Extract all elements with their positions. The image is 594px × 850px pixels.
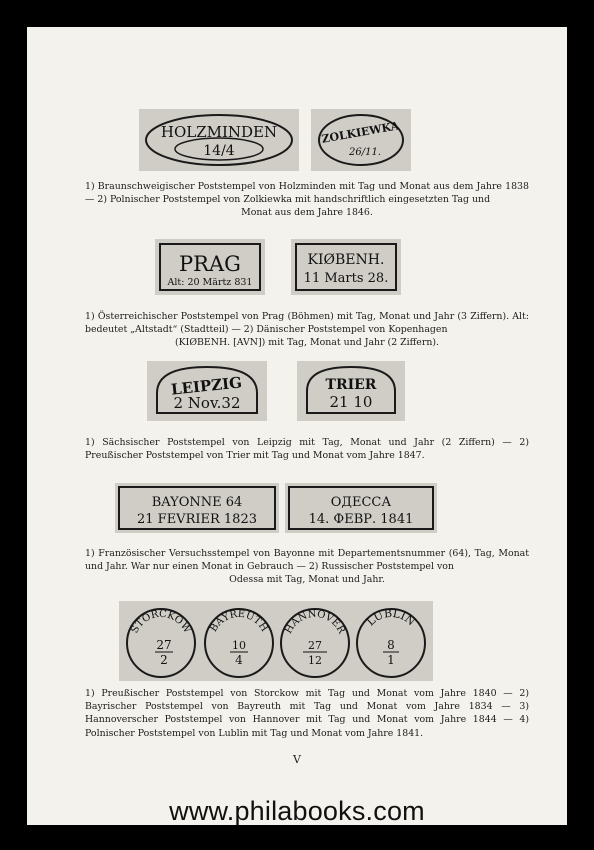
book-page (27, 27, 567, 825)
zolkiewka-stamp (311, 109, 411, 171)
leipzig-town: LEIPZIG (170, 373, 243, 399)
bayreuth-day: 10 (232, 639, 246, 652)
bayonne-stamp-svg (115, 483, 279, 533)
trier-stamp (297, 361, 405, 421)
storckow-month: 2 (160, 653, 168, 667)
kiobenh-stamp-svg (291, 239, 401, 295)
holzminden-town: HOLZMINDEN (160, 123, 278, 141)
zolkiewka-town: ZOLKIEWKA (320, 119, 401, 146)
caption-5 (85, 687, 529, 740)
holzminden-stamp-svg (139, 109, 299, 171)
caption-2 (85, 310, 529, 350)
circular-stamps-svg (119, 601, 433, 681)
lublin-stamp (357, 607, 425, 677)
kiobenh-stamp (291, 239, 401, 295)
leipzig-stamp (147, 361, 267, 421)
hannover-month: 12 (308, 654, 322, 667)
odessa-stamp-svg (285, 483, 437, 533)
page-number: V (293, 753, 301, 766)
lublin-town: LUBLIN (364, 606, 418, 629)
odessa-line1: ОДЕССА (330, 495, 392, 510)
leipzig-date: 2 Nov.32 (173, 394, 241, 412)
trier-town: TRIER (325, 377, 377, 393)
trier-date: 21 10 (329, 393, 373, 411)
bayreuth-month: 4 (235, 653, 243, 667)
trier-stamp-svg (297, 361, 405, 421)
caption-4-text: 1) Französischer Versuchsstempel von Bayonne mit Departementsnummer (64), Tag, Monat und Jahr. War nur einen Monat in Gebrauch — 2) Russischer Poststempel von (85, 548, 529, 573)
caption-5-text: 1) Preußischer Poststempel von Storckow mit Tag und Monat vom Jahre 1840 — 2) Bayrischer Poststempel von Bayreuth mit Tag und Monat vom Jahre 1834 — 3) Hannoverscher Poststempel von Hannover mit Tag und Monat vom Jahre 1844 — 4) Polnischer Poststempel von Lublin mit Tag und Monat vom Jahre 1841. (85, 688, 529, 739)
caption-1 (85, 180, 529, 220)
caption-1-text: 1) Braunschweigischer Poststempel von Holzminden mit Tag und Monat aus dem Jahre 1838 — 2) Polnischer Poststempel von Zolkiewka mit handschriftlich eingesetzten Tag und (85, 181, 529, 206)
lublin-month: 1 (387, 653, 395, 667)
prag-town: PRAG (179, 252, 241, 276)
zolkiewka-stamp-svg (311, 109, 411, 171)
svg-text:LUBLIN (364, 607, 418, 629)
bayonne-line2: 21 FEVRIER 1823 (137, 512, 257, 527)
prag-stamp-svg (155, 239, 265, 295)
caption-4 (85, 547, 529, 587)
holzminden-date: 14/4 (203, 143, 235, 159)
caption-4-end: Odessa mit Tag, Monat und Jahr. (229, 574, 385, 586)
storckow-day: 27 (156, 638, 172, 652)
leipzig-stamp-svg (147, 361, 267, 421)
kiobenh-town: KIØBENH. (307, 252, 385, 268)
website-watermark[interactable]: www.philabooks.com (169, 796, 425, 826)
caption-3-text: 1) Sächsischer Poststempel von Leipzig mit Tag, Monat und Jahr (2 Ziffern) — 2) Preußischer Poststempel von Trier mit Tag und Monat vom Jahre 1847. (85, 437, 529, 462)
bayonne-stamp (115, 483, 279, 533)
odessa-stamp (285, 483, 437, 533)
svg-text:HANNOVER (283, 609, 347, 636)
hannover-town: HANNOVER (283, 608, 347, 636)
caption-2-text: 1) Österreichischer Poststempel von Prag (Böhmen) mit Tag, Monat und Jahr (3 Ziffern). Alt: bedeutet „Altstadt“ (Stadtteil) — 2) Dänischer Poststempel von Kopenhagen (85, 311, 529, 336)
holzminden-stamp (139, 109, 299, 171)
caption-2-end: (KIØBENH. [AVN]) mit Tag, Monat und Jahr (2 Ziffern). (174, 337, 440, 349)
svg-text:STORCKOW (129, 609, 193, 636)
caption-1-end: Monat aus dem Jahre 1846. (241, 207, 373, 219)
bayreuth-stamp (205, 609, 273, 677)
caption-3 (85, 436, 529, 462)
hannover-stamp (281, 609, 349, 677)
prag-date: Alt: 20 Märtz 831 (167, 277, 253, 288)
bayonne-line1: BAYONNE 64 (151, 495, 243, 510)
lublin-day: 8 (387, 638, 395, 652)
zolkiewka-date: 26/11. (349, 147, 381, 158)
circular-stamps (119, 601, 433, 681)
storckow-stamp (127, 609, 195, 677)
prag-stamp (155, 239, 265, 295)
hannover-day: 27 (308, 639, 322, 652)
odessa-line2: 14. ФЕВР. 1841 (308, 512, 414, 527)
storckow-town: STORCKOW (129, 608, 193, 636)
kiobenh-date: 11 Marts 28. (303, 271, 389, 286)
svg-text:BAYREUTH (208, 609, 270, 634)
bayreuth-town: BAYREUTH (208, 608, 270, 634)
